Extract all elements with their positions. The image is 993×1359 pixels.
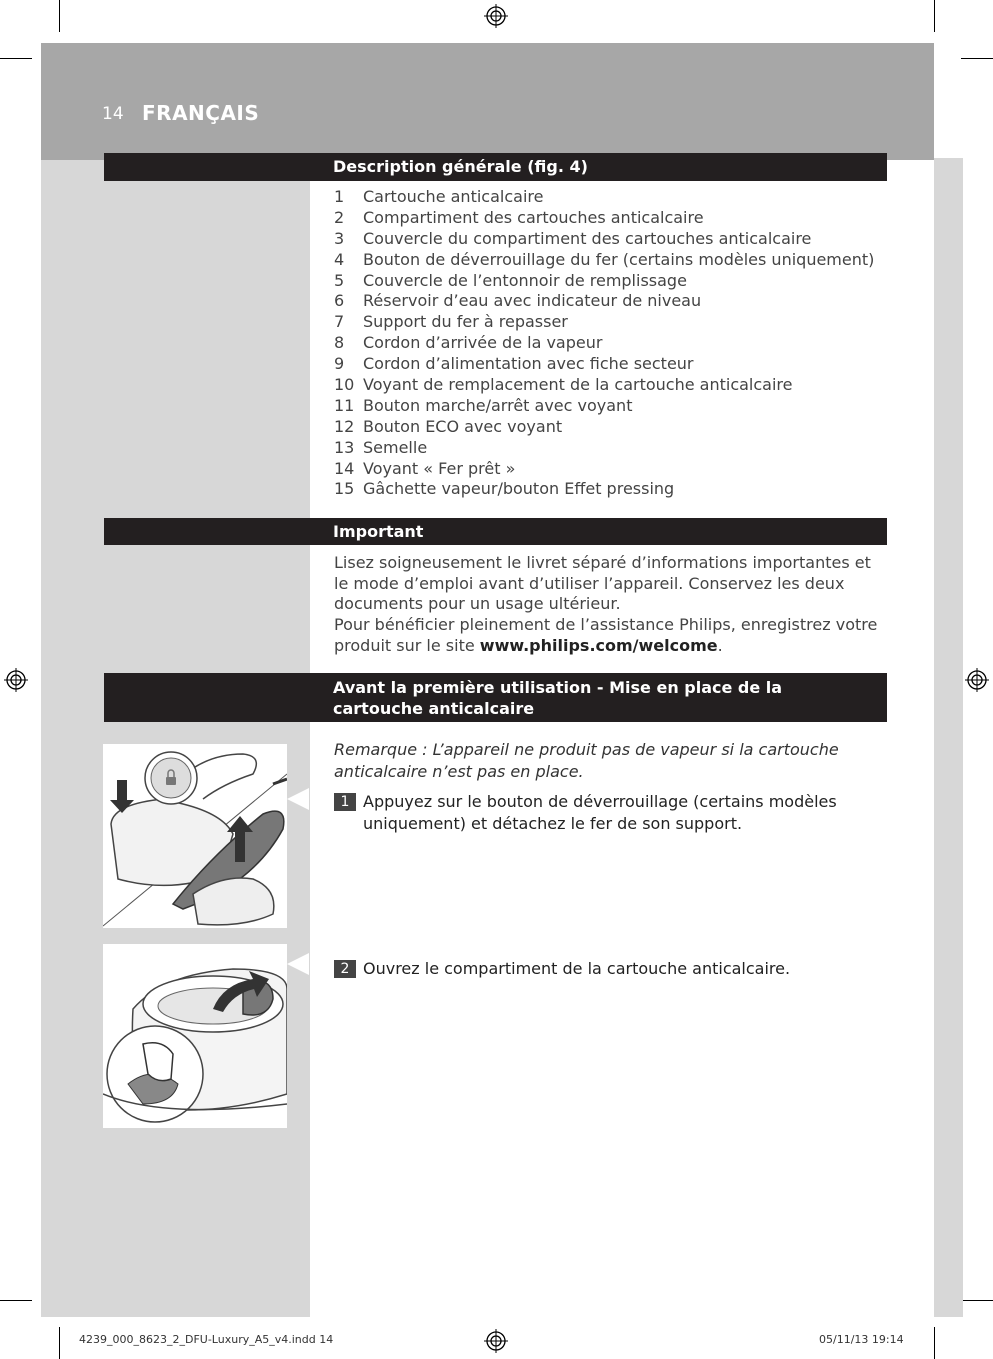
register-text: Pour bénéficier pleinement de l’assistance Philips, enregistrez votre produit sur le site (334, 615, 878, 655)
list-item-number: 3 (334, 228, 345, 248)
parts-list (334, 187, 894, 500)
list-item (334, 333, 894, 354)
step-number-badge: 1 (334, 793, 356, 811)
list-item-number: 6 (334, 291, 345, 311)
list-item-text: Cordon d’arrivée de la vapeur (363, 333, 603, 353)
registration-mark-icon (4, 668, 28, 692)
list-item (334, 479, 894, 500)
important-paragraph-register (334, 615, 890, 656)
section-bar-description (104, 153, 887, 181)
compartment-drawing (103, 944, 287, 1128)
list-item-text: Bouton de déverrouillage du fer (certains modèles uniquement) (363, 249, 875, 269)
list-item-number: 11 (334, 395, 355, 415)
step-2 (334, 958, 864, 980)
registration-mark-icon (965, 668, 989, 692)
registration-mark-icon (484, 1329, 508, 1353)
list-item (334, 312, 894, 333)
list-item-text: Réservoir d’eau avec indicateur de niveau (363, 291, 702, 311)
page-number: 14 (102, 104, 124, 124)
list-item-number: 4 (334, 249, 345, 269)
list-item-number: 9 (334, 354, 345, 374)
list-item (334, 354, 894, 375)
list-item-text: Couvercle de l’entonnoir de remplissage (363, 270, 687, 290)
crop-mark (0, 58, 32, 59)
crop-mark (59, 1327, 60, 1359)
list-item (334, 375, 894, 396)
iron-unlock-drawing (103, 744, 287, 928)
list-item-text: Semelle (363, 437, 428, 457)
list-item-number: 12 (334, 416, 355, 436)
left-column (41, 160, 310, 1317)
list-item-text: Bouton ECO avec voyant (363, 416, 563, 436)
list-item-text: Compartiment des cartouches anticalcaire (363, 207, 704, 227)
list-item (334, 229, 894, 250)
list-item (334, 459, 894, 480)
list-item-text: Voyant de remplacement de la cartouche anticalcaire (363, 375, 793, 395)
crop-mark (59, 0, 60, 32)
list-item-number: 15 (334, 479, 355, 499)
list-item (334, 208, 894, 229)
list-item-number: 2 (334, 207, 345, 227)
list-item (334, 417, 894, 438)
section-bar-first-use (104, 673, 887, 722)
step-text-continued: uniquement) et détachez le fer de son support. (363, 814, 743, 833)
important-text (334, 553, 890, 657)
list-item-number: 1 (334, 187, 345, 206)
crop-mark (934, 1327, 935, 1359)
list-item-text: Bouton marche/arrêt avec voyant (363, 395, 633, 415)
list-item-number: 5 (334, 270, 345, 290)
figure-pointer (287, 788, 309, 810)
list-item (334, 187, 894, 208)
list-item (334, 250, 894, 271)
register-text-end: . (717, 635, 723, 655)
list-item (334, 291, 894, 312)
section-bar-important (104, 518, 887, 545)
list-item-text: Gâchette vapeur/bouton Effet pressing (363, 479, 675, 499)
section-title: Description générale (fig. 4) (333, 157, 588, 176)
step-text: Ouvrez le compartiment de la cartouche anticalcaire. (363, 959, 791, 978)
list-item-number: 13 (334, 437, 355, 457)
footer-file-name: 4239_000_8623_2_DFU-Luxury_A5_v4.indd 14 (79, 1333, 334, 1346)
crop-mark (934, 0, 935, 32)
crop-mark (961, 58, 993, 59)
list-item (334, 271, 894, 292)
illustration-open-compartment (103, 944, 287, 1128)
list-item-number: 7 (334, 312, 345, 332)
list-item-text: Voyant « Fer prêt » (363, 458, 516, 478)
list-item-number: 10 (334, 375, 355, 395)
list-item-text: Support du fer à repasser (363, 312, 568, 332)
list-item (334, 396, 894, 417)
list-item-text: Couvercle du compartiment des cartouches anticalcaire (363, 228, 812, 248)
step-number-badge: 2 (334, 960, 356, 978)
step-1 (334, 791, 864, 835)
footer-date: 05/11/13 19:14 (819, 1333, 904, 1346)
crop-mark (961, 1300, 993, 1301)
list-item-text: Cartouche anticalcaire (363, 187, 544, 206)
important-paragraph: Lisez soigneusement le livret séparé d’informations importantes et le mode d’emploi avant d’utiliser l’appareil. Conservez les deux documents pour un usage ultérieur. (334, 553, 871, 614)
page-language-title: FRANÇAIS (142, 101, 260, 125)
section-title: Important (333, 522, 424, 541)
section-title: Avant la première utilisation - Mise en place de la cartouche anticalcaire (333, 678, 783, 718)
registration-mark-icon (484, 4, 508, 28)
list-item-text: Cordon d’alimentation avec fiche secteur (363, 354, 694, 374)
list-item-number: 8 (334, 333, 345, 353)
crop-mark (0, 1300, 32, 1301)
right-column (934, 158, 963, 1317)
philips-url: www.philips.com/welcome (479, 635, 718, 655)
note-text: Remarque : L’appareil ne produit pas de vapeur si la cartouche anticalcaire n’est pas en place. (334, 740, 839, 781)
figure-pointer (287, 953, 309, 975)
list-item-number: 14 (334, 458, 355, 478)
step-text: Appuyez sur le bouton de déverrouillage (certains modèles (363, 792, 837, 811)
illustration-unlock-iron (103, 744, 287, 928)
list-item (334, 438, 894, 459)
